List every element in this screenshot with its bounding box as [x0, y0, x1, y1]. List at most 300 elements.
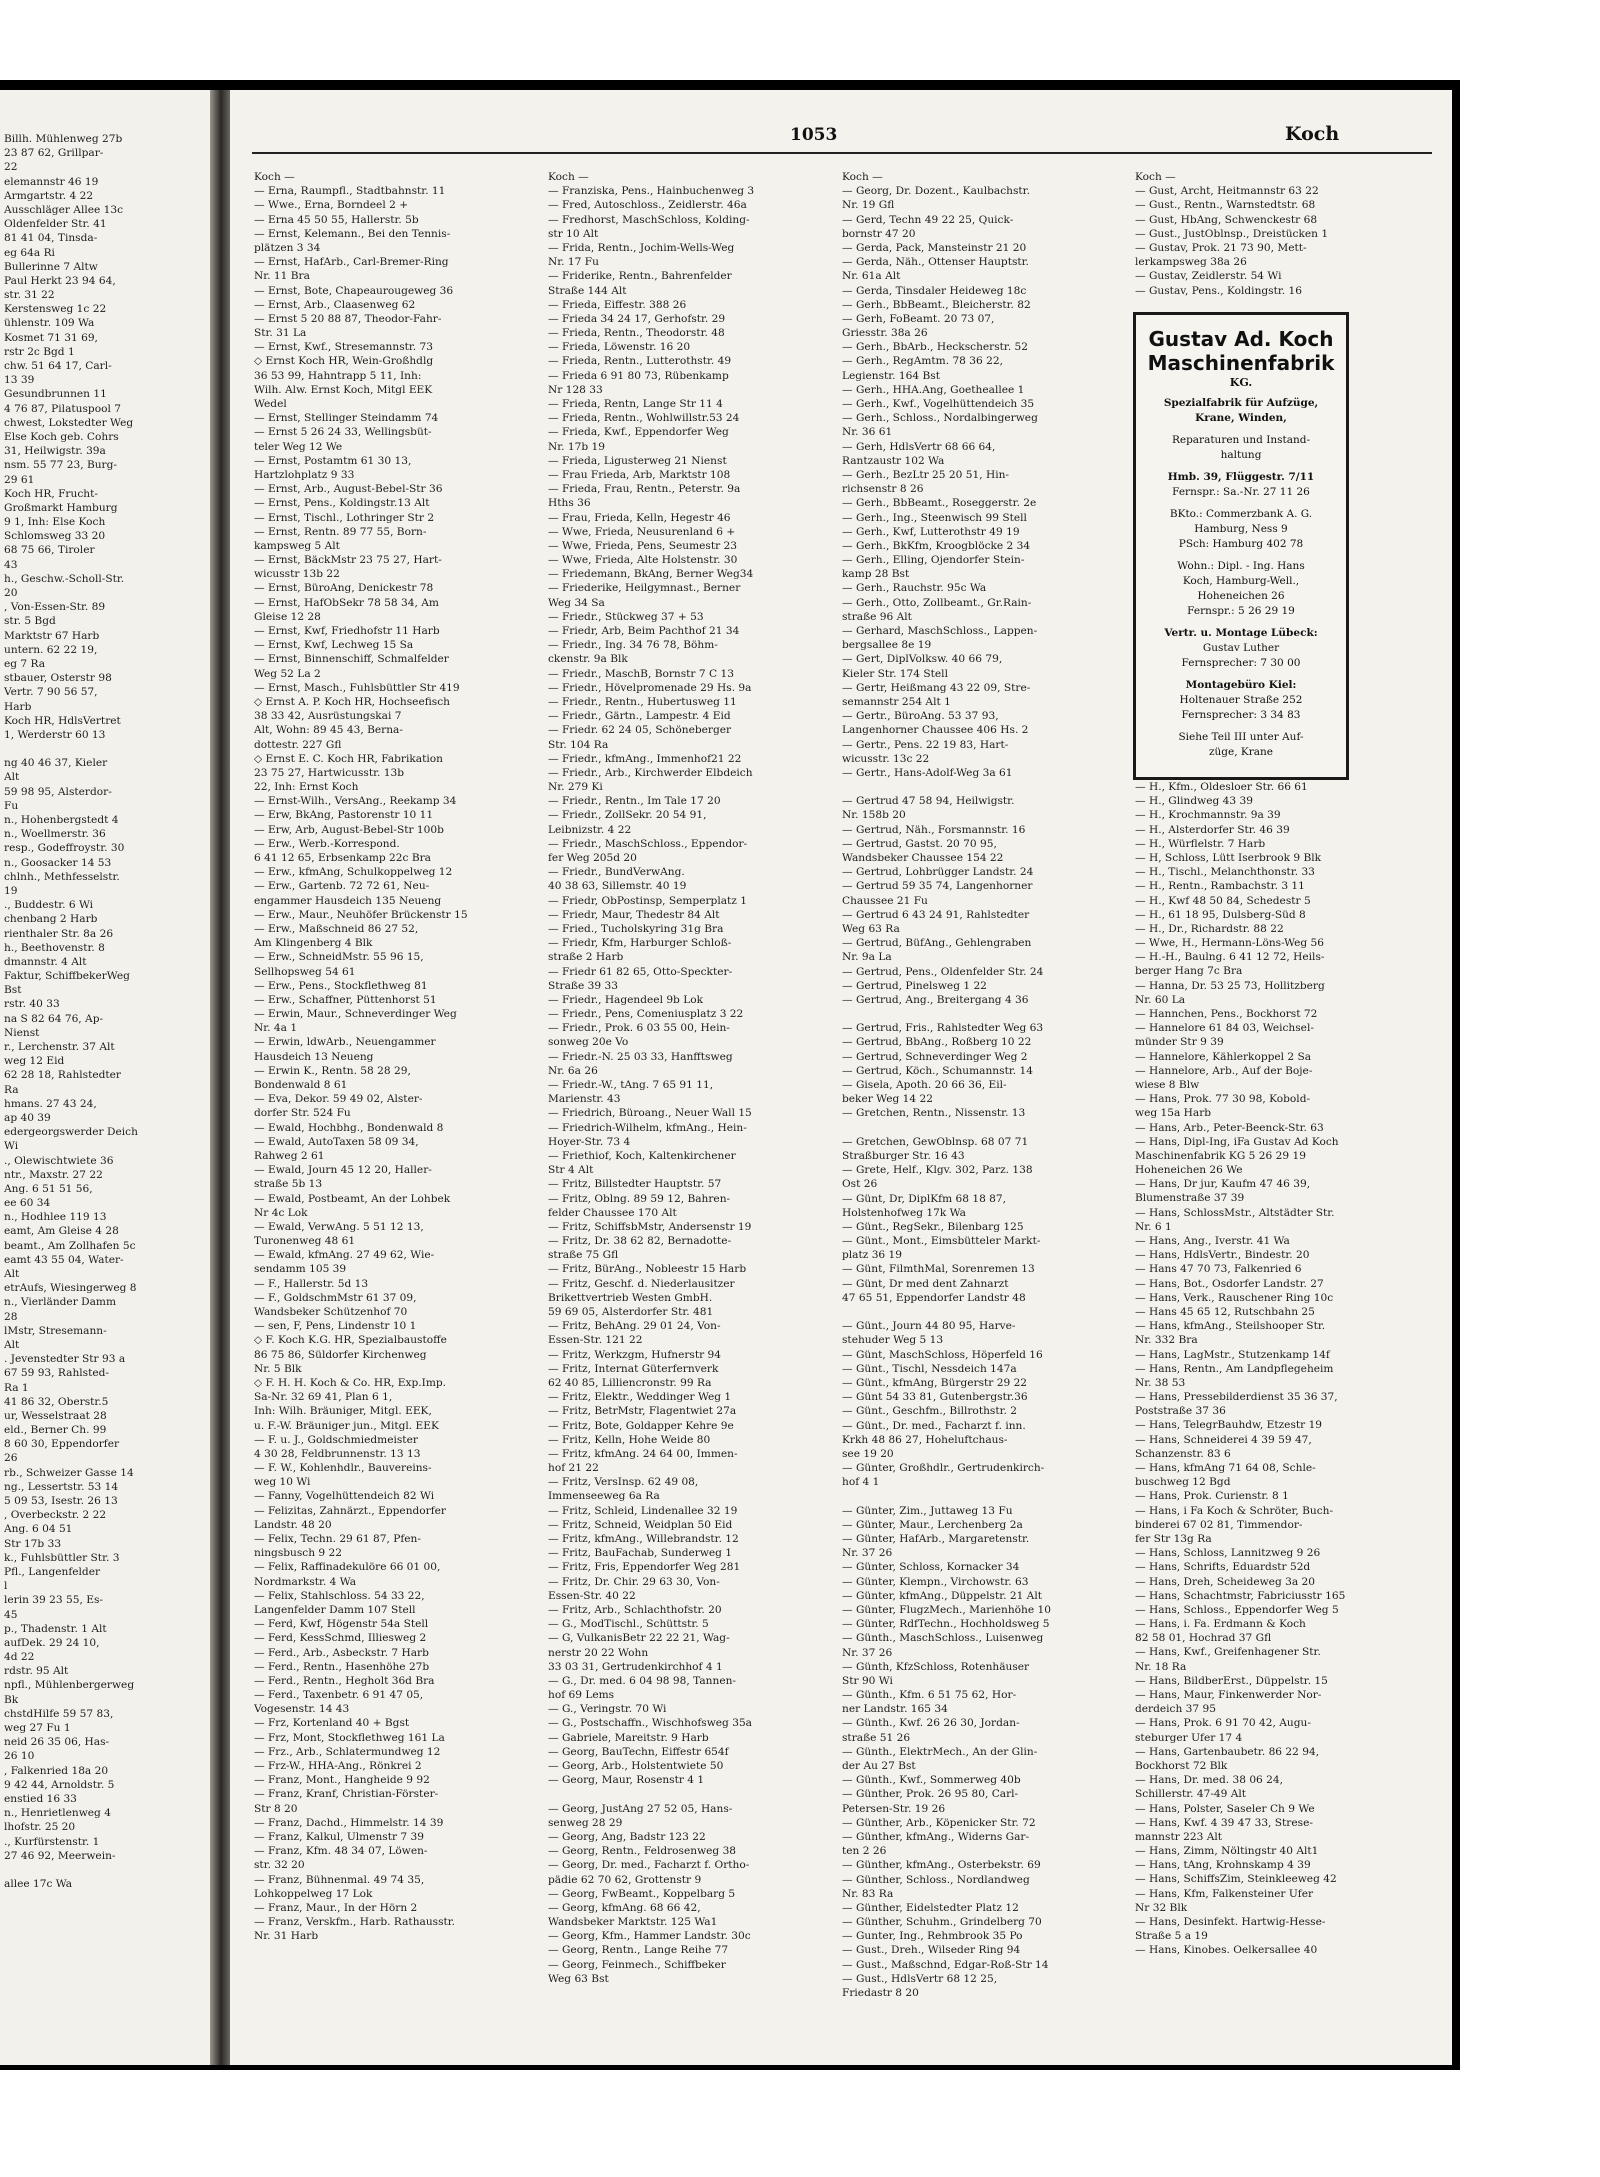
directory-entry-line: — Günt, Dr med dent Zahnarzt: [842, 1277, 1009, 1290]
directory-entry-line: eamt, Am Gleise 4 28: [4, 1225, 119, 1238]
directory-entry-line: , Von-Essen-Str. 89: [4, 601, 106, 614]
directory-entry-line: — Gustav, Pens., Koldingstr. 16: [1135, 284, 1302, 297]
directory-entry-line: 36 53 99, Hahntrapp 5 11, Inh:: [254, 369, 422, 382]
directory-entry-line: r., Lerchenstr. 37 Alt: [4, 1041, 115, 1053]
directory-entry-line: — Gust, HbAng, Schwenckestr 68: [1135, 213, 1318, 226]
directory-entry-line: . Jevenstedter Str 93 a: [4, 1353, 126, 1366]
directory-entry-line: — Gerh., RegAmtm. 78 36 22,: [842, 355, 1003, 368]
page-number: 1053: [790, 125, 838, 145]
directory-entry-line: Koch —: [548, 171, 589, 183]
directory-entry-line: Faktur, SchiffbekerWeg: [4, 970, 130, 983]
directory-entry-line: — Friedr.-W., tAng. 7 65 91 11,: [548, 1079, 714, 1091]
directory-entry-line: — Frieda, Rentn., Theodorstr. 48: [548, 327, 725, 340]
directory-entry-line: , Falkenried 18a 20: [4, 1764, 109, 1777]
directory-entry-line: — Friedr., Hövelpromenade 29 Hs. 9a: [548, 681, 752, 694]
directory-entry-line: — Friedr. 62 24 05, Schöneberger: [548, 724, 732, 737]
directory-entry-line: — Gerhard, MaschSchloss., Lappen-: [842, 625, 1038, 637]
directory-entry-line: rstr. 40 33: [4, 998, 60, 1011]
directory-entry-line: 8 60 30, Eppendorfer: [4, 1438, 120, 1451]
directory-entry-line: ten 2 26: [842, 1845, 887, 1858]
directory-entry-line: 27 46 92, Meerwein-: [4, 1849, 116, 1862]
directory-entry-line: — Fred, Autoschloss., Zeidlerstr. 46a: [548, 199, 747, 212]
directory-entry-line: 67 59 93, Rahlsted-: [4, 1367, 109, 1380]
directory-entry-line: — Fritz, Schneid, Weidplan 50 Eid: [548, 1518, 733, 1531]
directory-entry-line: Leibnizstr. 4 22: [548, 823, 632, 836]
directory-entry-line: see 19 20: [842, 1447, 894, 1460]
directory-entry-line: [842, 1489, 1127, 1503]
directory-entry-line: — Gerh., Rauchstr. 95c Wa: [842, 582, 987, 595]
directory-entry-line: dottestr. 227 Gfl: [254, 738, 342, 751]
directory-entry-line: Ang. 6 51 51 56,: [4, 1182, 93, 1195]
directory-entry-line: — Gerh., Ing., Steenwisch 99 Stell: [842, 511, 1027, 524]
directory-entry-line: — Erw, BkAng, Pastorenstr 10 11: [254, 809, 434, 822]
directory-entry-line: — Hans, Rentn., Am Landpflegeheim: [1135, 1362, 1334, 1375]
ad-firm-name: Gustav Ad. Koch: [1148, 327, 1334, 351]
directory-entry-line: Nr. 19 Gfl: [842, 199, 895, 212]
directory-entry-line: Poststraße 37 36: [1135, 1405, 1226, 1418]
ad-kiel-phone: Fernsprecher: 3 34 83: [1181, 709, 1301, 721]
directory-entry-line: ner Landstr. 165 34: [842, 1703, 948, 1716]
directory-entry-line: — Erna 45 50 55, Hallerstr. 5b: [254, 213, 419, 226]
directory-entry-line: — Ewald, VerwAng. 5 51 12 13,: [254, 1220, 424, 1233]
directory-entry-line: — Georg, JustAng 27 52 05, Hans-: [548, 1802, 733, 1815]
ad-phone: Fernspr.: Sa.-Nr. 27 11 26: [1172, 486, 1310, 498]
directory-entry-line: — Günther, Eidelstedter Platz 12: [842, 1901, 1019, 1914]
directory-entry-line: 28: [4, 1310, 18, 1323]
directory-entry-line: — Erwin, Maur., Schneverdinger Weg: [254, 1008, 457, 1021]
directory-entry-line: 62 40 85, Lilliencronstr. 99 Ra: [548, 1376, 712, 1389]
directory-entry-line: ntr., Maxstr. 27 22: [4, 1168, 103, 1181]
directory-entry-line: — Georg, Arb., Holstentwiete 50: [548, 1760, 724, 1772]
directory-entry-line: pädie 62 70 62, Grottenstr 9: [548, 1873, 702, 1886]
directory-entry-line: — Gerd, Techn 49 22 25, Quick-: [842, 213, 1014, 226]
directory-entry-line: Koch —: [1135, 171, 1176, 183]
directory-entry-line: — Ewald, Journ 45 12 20, Haller-: [254, 1164, 432, 1177]
directory-entry-line: Nr. 18 Ra: [1135, 1660, 1187, 1673]
directory-entry-line: — Gertrud, Näh., Forsmannstr. 16: [842, 823, 1026, 836]
ad-repair: Reparaturen und Instand-: [1171, 434, 1311, 446]
directory-entry-line: Essen-Str. 40 22: [548, 1589, 636, 1602]
ad-lubeck-2: Gustav Luther: [1202, 642, 1280, 654]
directory-entry-line: Petersen-Str. 19 26: [842, 1802, 946, 1815]
directory-entry-line: Straße 39 33: [548, 979, 618, 992]
directory-entry-line: — Günther, kfmAng., Widerns Gar-: [842, 1830, 1030, 1843]
directory-entry-line: — Friethiof, Koch, Kaltenkirchener: [548, 1149, 736, 1162]
directory-entry-line: n., Woellmerstr. 36: [4, 828, 106, 841]
directory-entry-line: — Gertrud, Fris., Rahlstedter Weg 63: [842, 1022, 1044, 1035]
directory-entry-line: hof 4 1: [842, 1476, 880, 1489]
directory-entry-line: münder Str 9 39: [1135, 1036, 1224, 1049]
directory-entry-line: Schillerstr. 47-49 Alt: [1135, 1788, 1247, 1801]
directory-entry-line: — Ernst, HafArb., Carl-Bremer-Ring: [254, 256, 449, 269]
directory-entry-line: ap 40 39: [4, 1111, 51, 1124]
directory-entry-line: — H., Krochmannstr. 9a 39: [1135, 809, 1281, 822]
directory-entry-line: — Günt., kfmAng, Bürgerstr 29 22: [842, 1376, 1028, 1389]
directory-entry-line: — Gust., HdlsVertr 68 12 25,: [842, 1972, 998, 1985]
directory-entry-line: — Günt., Mont., Eimsbütteler Markt-: [842, 1235, 1041, 1248]
directory-entry-line: Nr. 31 Harb: [254, 1930, 319, 1943]
directory-entry-line: — Frieda, Rentn., Lutterothstr. 49: [548, 355, 732, 368]
directory-entry-line: — Hanna, Dr. 53 25 73, Hollitzberg: [1135, 979, 1325, 992]
directory-entry-line: — Hans, i Fa Koch & Schröter, Buch-: [1135, 1504, 1334, 1517]
directory-entry-line: Nr. 279 Ki: [548, 781, 603, 794]
directory-entry-line: 23 87 62, Grillpar-: [4, 147, 104, 160]
directory-entry-line: — Ernst, BüroAng, Denickestr 78: [254, 582, 434, 595]
directory-entry-line: — Gertrud, Köch., Schumannstr. 14: [842, 1064, 1033, 1077]
directory-entry-line: — Friedr., Gärtn., Lampestr. 4 Eid: [548, 710, 731, 723]
directory-entry-line: rdstr. 95 Alt: [4, 1665, 69, 1678]
directory-entry-line: — Ernst, BäckMstr 23 75 27, Hart-: [254, 554, 442, 567]
directory-entry-line: — Franziska, Pens., Hainbuchenweg 3: [548, 185, 755, 198]
directory-entry-line: 26: [4, 1452, 18, 1465]
directory-entry-line: — H., Würflelstr. 7 Harb: [1135, 837, 1266, 850]
directory-entry-line: — Ewald, AutoTaxen 58 09 34,: [254, 1135, 419, 1148]
directory-entry-line: — F. u. J., Goldschmiedmeister: [254, 1433, 418, 1446]
directory-entry-line: 4d 22: [4, 1651, 35, 1664]
directory-entry-line: — Wwe, Frieda, Alte Holstenstr. 30: [548, 554, 738, 567]
directory-entry-line: — Ernst, HafObSekr 78 58 34, Am: [254, 596, 439, 609]
directory-entry-line: — Hans, BildberErst., Düppelstr. 15: [1135, 1674, 1328, 1687]
directory-entry-line: nerstr 20 22 Wohn: [548, 1646, 649, 1659]
directory-entry-line: — H., 61 18 95, Dulsberg-Süd 8: [1135, 908, 1306, 921]
directory-entry-line: — Erwin, ldwArb., Neuengammer: [254, 1036, 436, 1049]
directory-column-3: [842, 170, 1127, 2000]
directory-entry-line: — G., ModTischl., Schüttstr. 5: [548, 1618, 709, 1631]
directory-entry-line: — Frieda, Rentn., Wohlwillstr.53 24: [548, 412, 740, 425]
directory-entry-line: Wilh. Alw. Ernst Koch, Mitgl EEK: [254, 383, 433, 396]
directory-entry-line: derdeich 37 95: [1135, 1703, 1217, 1716]
directory-entry-line: — Günter, kfmAng., Düppelstr. 21 Alt: [842, 1589, 1042, 1602]
directory-entry-line: Hausdeich 13 Neueng: [254, 1050, 374, 1063]
directory-entry-line: — Hans, Kfm, Falkensteiner Ufer: [1135, 1887, 1314, 1900]
directory-entry-line: str. 31 22: [4, 289, 55, 302]
directory-entry-line: — Fritz, Dr. 38 62 82, Bernadotte-: [548, 1235, 732, 1248]
directory-entry-line: berger Hang 7c Bra: [1135, 965, 1243, 978]
directory-entry-line: Nr. 83 Ra: [842, 1887, 894, 1900]
directory-entry-line: — H., Tischl., Melanchthonstr. 33: [1135, 866, 1315, 879]
directory-entry-line: 45: [4, 1608, 18, 1621]
directory-entry-line: — Gretchen, Rentn., Nissenstr. 13: [842, 1107, 1026, 1120]
directory-entry-line: — Ernst-Wilh., VersAng., Reekamp 34: [254, 795, 457, 808]
directory-entry-line: — Fanny, Vogelhüttendeich 82 Wi: [254, 1490, 435, 1503]
directory-entry-line: Gleise 12 28: [254, 610, 321, 623]
directory-entry-line: ckenstr. 9a Blk: [548, 653, 628, 666]
ad-specialty: Spezialfabrik für Aufzüge,: [1163, 397, 1319, 409]
directory-entry-line: — Hans 45 65 12, Rutschbahn 25: [1135, 1305, 1315, 1318]
directory-entry-line: — Hans, i. Fa. Erdmann & Koch: [1135, 1618, 1306, 1631]
directory-entry-line: — Frieda, Rentn, Lange Str 11 4: [548, 398, 723, 410]
directory-entry-line: Oldenfelder Str. 41: [4, 218, 107, 231]
directory-entry-line: — Hans, tAng, Krohnskamp 4 39: [1135, 1859, 1311, 1872]
directory-entry-line: Hoheneichen 26 We: [1135, 1164, 1243, 1177]
directory-entry-line: Weg 63 Bst: [548, 1972, 609, 1985]
directory-entry-line: neid 26 35 06, Has-: [4, 1736, 110, 1749]
directory-entry-line: — Hans, Arb., Peter-Beenck-Str. 63: [1135, 1121, 1324, 1134]
directory-entry-line: — Ernst, Kelemann., Bei den Tennis-: [254, 227, 451, 240]
directory-entry-line: — Ferd., Rentn., Hasenhöhe 27b: [254, 1660, 430, 1673]
directory-entry-line: — Erw., Maßschneid 86 27 52,: [254, 922, 419, 935]
directory-entry-line: wicusstr. 13c 22: [842, 752, 930, 765]
directory-entry-line: — Friederike, Heilgymnast., Berner: [548, 582, 741, 595]
directory-entry-line: 38 33 42, Ausrüstungskai 7: [254, 710, 402, 723]
directory-entry-line: — Ewald, kfmAng. 27 49 62, Wie-: [254, 1249, 435, 1262]
directory-entry-line: — Ernst, Binnenschiff, Schmalfelder: [254, 653, 449, 666]
directory-entry-line: — Gerda, Tinsdaler Heideweg 18c: [842, 284, 1027, 297]
directory-entry-line: Bst: [4, 984, 22, 997]
directory-entry-line: Nordmarkstr. 4 Wa: [254, 1575, 357, 1588]
directory-entry-line: str. 32 20: [254, 1859, 305, 1872]
directory-entry-line: — Fritz, BetrMstr, Flagentwiet 27a: [548, 1405, 737, 1418]
ad-bank: BKto.: Commerzbank A. G.: [1169, 508, 1313, 520]
directory-entry-line: — Hans, TelegrBauhdw, Etzestr 19: [1135, 1419, 1323, 1432]
directory-entry-line: Großmarkt Hamburg: [4, 501, 118, 514]
directory-entry-line: — Gust., Maßschnd, Edgar-Roß-Str 14: [842, 1958, 1049, 1971]
directory-entry-line: — Hans, kfmAng., Steilshooper Str.: [1135, 1320, 1326, 1333]
directory-entry-line: ningsbusch 9 22: [254, 1547, 343, 1560]
directory-entry-line: Wedel: [254, 398, 287, 410]
right-page: [230, 90, 1452, 2065]
directory-entry-line: — Hans, Schloss, Lannitzweg 9 26: [1135, 1547, 1321, 1560]
directory-entry-line: — Ernst, Masch., Fuhlsbüttler Str 419: [254, 681, 460, 694]
directory-entry-line: — Fritz, Fris, Eppendorfer Weg 281: [548, 1561, 741, 1574]
directory-entry-line: — Friedr, ObPostinsp, Semperplatz 1: [548, 894, 747, 907]
directory-entry-line: — Erw, Arb, August-Bebel-Str 100b: [254, 823, 444, 836]
directory-entry-line: Wandsbeker Schützenhof 70: [254, 1306, 408, 1318]
directory-entry-line: — Gust., Dreh., Wilseder Ring 94: [842, 1944, 1021, 1957]
directory-entry-line: — Hans, Maur, Finkenwerder Nor-: [1135, 1689, 1322, 1701]
directory-entry-line: — Günt, Dr, DiplKfm 68 18 87,: [842, 1192, 1007, 1205]
directory-entry-line: aufDek. 29 24 10,: [4, 1636, 100, 1649]
directory-entry-line: h., Geschw.-Scholl-Str.: [4, 572, 125, 585]
directory-entry-line: — Frieda 6 91 80 73, Rübenkamp: [548, 369, 729, 382]
directory-entry-line: — Ferd., Rentn., Hegholt 36d Bra: [254, 1674, 435, 1687]
directory-entry-line: 41 86 32, Oberstr.5: [4, 1395, 109, 1408]
directory-entry-line: — Hans, Schloss., Eppendorfer Weg 5: [1135, 1603, 1339, 1616]
directory-entry-line: Weg 52 La 2: [254, 667, 321, 680]
directory-entry-line: — Hannelore, Arb., Auf der Boje-: [1135, 1064, 1313, 1077]
directory-entry-line: kamp 28 Bst: [842, 568, 910, 581]
directory-entry-line: bergsallee 8e 19: [842, 639, 932, 652]
directory-entry-line: Nr. 158b 20: [842, 809, 906, 822]
directory-entry-line: — Ernst, Tischl., Lothringer Str 2: [254, 511, 435, 524]
directory-entry-line: Str 8 20: [254, 1802, 298, 1815]
directory-entry-line: — Ferd, Kwf, Högenstr 54a Stell: [254, 1618, 429, 1631]
directory-entry-line: Friedastr 8 20: [842, 1987, 919, 1999]
directory-entry-line: eg 7 Ra: [4, 657, 46, 670]
directory-entry-line: — Hans, Pressebilderdienst 35 36 37,: [1135, 1391, 1338, 1404]
directory-entry-line: — Friedemann, BkAng, Berner Weg34: [548, 568, 754, 581]
directory-entry-line: 59 98 95, Alsterdor-: [4, 785, 112, 798]
directory-entry-line: — Hans, Gartenbaubetr. 86 22 94,: [1135, 1745, 1320, 1758]
directory-entry-line: Nr. 17b 19: [548, 440, 606, 453]
directory-entry-line: Schlomsweg 33 20: [4, 530, 106, 543]
directory-entry-line: ur, Wesselstraat 28: [4, 1409, 107, 1422]
directory-entry-line: — Friedr., Hagendeel 9b Lok: [548, 993, 704, 1006]
directory-entry-line: Str. 31 La: [254, 327, 307, 340]
directory-entry-line: — Gertrud, Pinelsweg 1 22: [842, 979, 987, 992]
directory-entry-line: — Ernst, Stellinger Steindamm 74: [254, 412, 439, 425]
directory-entry-line: — Gerh., Kwf, Lutterothstr 49 19: [842, 525, 1020, 538]
directory-entry-line: Nr. 9a La: [842, 951, 892, 964]
directory-entry-line: [548, 1787, 833, 1801]
directory-entry-line: resp., Godeffroystr. 30: [4, 842, 125, 855]
directory-entry-line: — Günth., Kfm. 6 51 75 62, Hor-: [842, 1689, 1017, 1702]
directory-entry-line: der Au 27 Bst: [842, 1760, 916, 1772]
directory-entry-line: Legienstr. 164 Bst: [842, 369, 940, 382]
directory-entry-line: — Friedr., ZollSekr. 20 54 91,: [548, 809, 707, 822]
directory-entry-line: — Fritz, BauFachab, Sunderweg 1: [548, 1547, 733, 1560]
directory-entry-line: — Fritz, BürAng., Nobleestr 15 Harb: [548, 1263, 747, 1276]
directory-entry-line: — Friedr.-N. 25 03 33, Hanfftsweg: [548, 1050, 733, 1063]
directory-entry-line: — Georg, BauTechn, Eiffestr 654f: [548, 1745, 729, 1758]
directory-entry-line: — Gertrud, BbAng., Roßberg 10 22: [842, 1036, 1032, 1049]
ad-repair-2: haltung: [1220, 449, 1262, 461]
directory-entry-line: — Franz, Dachd., Himmelstr. 14 39: [254, 1816, 444, 1829]
directory-entry-line: Ra 1: [4, 1381, 29, 1394]
directory-entry-line: — Wwe, Frieda, Neusurenland 6 +: [548, 525, 736, 538]
directory-entry-line: — Friedr., kfmAng., Immenhof21 22: [548, 752, 742, 765]
directory-entry-line: Hths 36: [548, 497, 591, 510]
directory-entry-line: — Fritz, Dr. Chir. 29 63 30, Von-: [548, 1575, 720, 1588]
directory-entry-line: — Hans, Polster, Saseler Ch 9 We: [1135, 1802, 1315, 1815]
directory-entry-line: ◇ F. Koch K.G. HR, Spezialbaustoffe: [254, 1334, 447, 1347]
directory-entry-line: n., Vierländer Damm: [4, 1296, 117, 1309]
directory-entry-line: — Erw., Schaffner, Püttenhorst 51: [254, 993, 437, 1006]
directory-entry-line: wiese 8 Blw: [1135, 1078, 1200, 1091]
directory-entry-line: — Frieda, Eiffestr. 388 26: [548, 298, 687, 311]
directory-entry-line: fer Str 13g Ra: [1135, 1532, 1212, 1545]
directory-entry-line: lhofstr. 25 20: [4, 1821, 76, 1834]
directory-entry-line: Sellhopsweg 54 61: [254, 965, 356, 978]
directory-entry-line: — Gertrud, BüfAng., Gehlengraben: [842, 937, 1032, 950]
directory-entry-line: Koch HR, Frucht-: [4, 487, 98, 500]
directory-entry-line: — Frz, Mont, Stockflethweg 161 La: [254, 1731, 445, 1744]
directory-entry-line: , Overbeckstr. 2 22: [4, 1509, 107, 1522]
directory-entry-line: Alt: [4, 771, 20, 784]
directory-entry-line: — Erw., Pens., Stockflethweg 81: [254, 979, 428, 992]
directory-entry-line: Str 4 Alt: [548, 1164, 594, 1177]
book-gutter: [210, 90, 230, 2065]
directory-entry-line: — Gertrud, Lohbrügger Landstr. 24: [842, 866, 1034, 879]
directory-entry-line: Koch —: [254, 171, 295, 183]
directory-entry-line: Holstenhofweg 17k Wa: [842, 1206, 966, 1219]
directory-entry-line: enstied 16 33: [4, 1792, 77, 1805]
directory-entry-line: Nr. 17 Fu: [548, 256, 599, 269]
directory-entry-line: — Gertr., Hans-Adolf-Weg 3a 61: [842, 766, 1013, 779]
directory-entry-line: Ang. 6 04 51: [4, 1523, 73, 1536]
directory-entry-line: — Friedr., Arb., Kirchwerder Elbdeich: [548, 766, 753, 779]
directory-entry-line: plätzen 3 34: [254, 241, 321, 254]
directory-entry-line: — Fritz, Schleid, Lindenallee 32 19: [548, 1504, 738, 1517]
directory-entry-line: beker Weg 14 22: [842, 1093, 933, 1106]
directory-entry-line: — H., Rentn., Rambachstr. 3 11: [1135, 880, 1305, 893]
directory-entry-line: 9 42 44, Arnoldstr. 5: [4, 1778, 115, 1791]
directory-entry-line: Koch HR, HdlsVertret: [4, 714, 121, 727]
directory-entry-line: — Fritz, Arb., Schlachthofstr. 20: [548, 1603, 722, 1616]
directory-entry-line: — Friedr., Stückweg 37 + 53: [548, 610, 704, 623]
directory-entry-line: — Gertrud, Pens., Oldenfelder Str. 24: [842, 965, 1044, 978]
directory-entry-line: binderei 67 02 81, Timmendor-: [1135, 1518, 1303, 1531]
directory-entry-line: ◇ Ernst E. C. Koch HR, Fabrikation: [254, 752, 443, 765]
directory-entry-line: — Erw., kfmAng, Schulkoppelweg 12: [254, 866, 453, 879]
directory-entry-line: lerkampsweg 38a 26: [1135, 256, 1247, 269]
directory-entry-line: senweg 28 29: [548, 1816, 623, 1829]
directory-entry-line: eld., Berner Ch. 99: [4, 1424, 107, 1437]
directory-entry-line: — Friedr., Pens, Comeniusplatz 3 22: [548, 1008, 744, 1021]
ad-home-phone: Fernspr.: 5 26 29 19: [1187, 605, 1295, 617]
directory-entry-line: — Günth., MaschSchloss., Luisenweg: [842, 1632, 1044, 1645]
directory-entry-line: ., Buddestr. 6 Wi: [4, 899, 94, 912]
directory-entry-line: Harb: [4, 700, 32, 713]
directory-entry-line: str. 5 Bgd: [4, 615, 56, 628]
directory-entry-line: Nr. 5 Blk: [254, 1362, 302, 1375]
directory-entry-line: 4 30 28, Feldbrunnenstr. 13 13: [254, 1447, 421, 1460]
directory-entry-line: ee 60 34: [4, 1197, 51, 1210]
directory-entry-line: — Fritz, Oblng. 89 59 12, Bahren-: [548, 1192, 731, 1205]
directory-entry-line: — Hans 47 70 73, Falkenried 6: [1135, 1263, 1302, 1276]
directory-entry-line: — Gerh., HHA.Ang, Goetheallee 1: [842, 383, 1025, 396]
directory-entry-line: n., Goosacker 14 53: [4, 856, 112, 869]
directory-entry-line: — Wwe, H., Hermann-Löns-Weg 56: [1135, 937, 1325, 950]
directory-entry-line: — Frz, Kortenland 40 + Bgst: [254, 1717, 410, 1730]
directory-entry-line: — Hans, Kinobes. Oelkersallee 40: [1135, 1944, 1318, 1957]
directory-entry-line: — Günt., Tischl, Nessdeich 147a: [842, 1362, 1017, 1375]
directory-entry-line: 40 38 63, Sillemstr. 40 19: [548, 880, 687, 893]
ad-address: Hmb. 39, Flüggestr. 7/11: [1167, 471, 1315, 483]
directory-entry-line: — Gerh, HdlsVertr 68 66 64,: [842, 440, 996, 453]
left-page-fragment: [0, 90, 210, 2065]
directory-entry-line: — Fredhorst, MaschSchloss, Kolding-: [548, 213, 750, 226]
directory-entry-line: — Erw., Maur., Neuhöfer Brückenstr 15: [254, 908, 468, 921]
directory-entry-line: — Friedr, Maur, Thedestr 84 Alt: [548, 908, 720, 921]
directory-entry-line: — Günth., Kwf., Sommerweg 40b: [842, 1774, 1021, 1787]
directory-entry-line: — Friderike, Rentn., Bahrenfelder: [548, 270, 732, 283]
directory-entry-line: — F., Hallerstr. 5d 13: [254, 1277, 369, 1290]
directory-entry-line: kampsweg 5 Alt: [254, 539, 340, 552]
directory-entry-line: — Gertrud 6 43 24 91, Rahlstedter: [842, 908, 1030, 921]
directory-entry-line: — Ernst, Postamtm 61 30 13,: [254, 454, 412, 467]
directory-entry-line: Alt: [4, 1268, 20, 1280]
directory-entry-line: Straße 5 a 19: [1135, 1930, 1208, 1943]
directory-entry-line: Nr. 37 26: [842, 1646, 893, 1659]
directory-entry-line: — Günter, Großhdlr., Gertrudenkirch-: [842, 1462, 1045, 1475]
directory-entry-line: — Gerh., Elling, Ojendorfer Stein-: [842, 554, 1025, 567]
directory-entry-line: l: [4, 1580, 8, 1593]
directory-entry-line: Nr. 38 53: [1135, 1376, 1186, 1389]
directory-entry-line: straße 51 26: [842, 1731, 911, 1744]
directory-entry-line: ◇ Ernst Koch HR, Wein-Großhdlg: [254, 355, 434, 368]
ad-home: Wohn.: Dipl. - Ing. Hans: [1177, 560, 1305, 572]
directory-entry-line: — Hans, HdlsVertr., Bindestr. 20: [1135, 1249, 1310, 1262]
directory-entry-line: — Friedr, Kfm, Harburger Schloß-: [548, 937, 732, 950]
directory-entry-line: chw. 51 64 17, Carl-: [4, 360, 112, 372]
directory-entry-line: — Gertr, Heißmang 43 22 09, Stre-: [842, 681, 1031, 694]
directory-entry-line: — Hans, kfmAng 71 64 08, Schle-: [1135, 1462, 1316, 1474]
directory-entry-line: — H., Glindweg 43 39: [1135, 795, 1253, 808]
directory-entry-line: — H., Kwf 48 50 84, Schedestr 5: [1135, 894, 1311, 907]
directory-entry-line: — Gertrud, Ang., Breitergang 4 36: [842, 993, 1029, 1006]
directory-entry-line: eg 64a Ri: [4, 246, 55, 259]
directory-entry-line: 22: [4, 161, 18, 174]
directory-entry-line: — Hans, Prok. 6 91 70 42, Augu-: [1135, 1717, 1311, 1730]
running-head: Koch: [1285, 123, 1340, 145]
directory-entry-line: untern. 62 22 19,: [4, 643, 98, 656]
directory-entry-line: 6 41 12 65, Erbsenkamp 22c Bra: [254, 852, 432, 864]
directory-entry-line: Billh. Mühlenweg 27b: [4, 133, 123, 145]
directory-entry-line: — Gabriele, Mareitstr. 9 Harb: [548, 1731, 709, 1744]
directory-entry-line: Lohkoppelweg 17 Lok: [254, 1887, 373, 1900]
directory-entry-line: weg 15a Harb: [1135, 1107, 1212, 1120]
